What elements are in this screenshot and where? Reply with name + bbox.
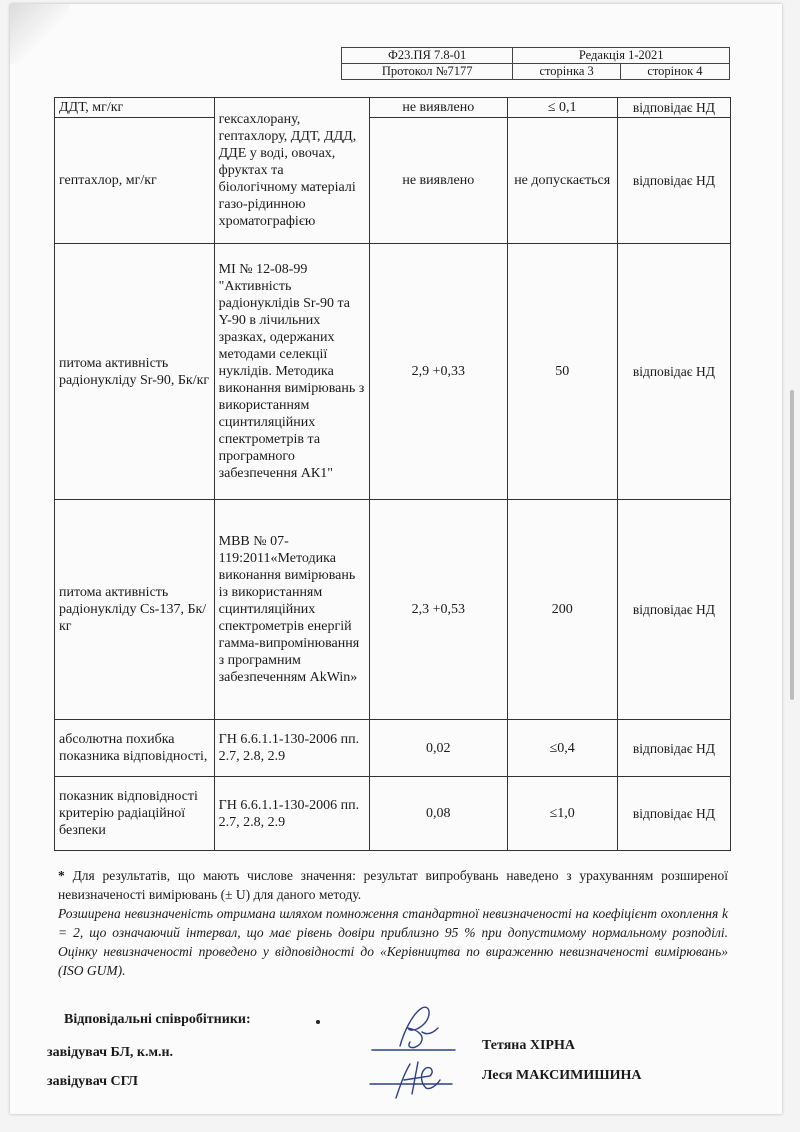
table-row (55, 118, 731, 244)
indicator-cell: показник відповідності критерію радіаційної безпеки (55, 777, 215, 851)
signatory-role-2: завідувач СГЛ (47, 1074, 138, 1089)
note-asterisk: * (58, 868, 65, 883)
conclusion-cell: відповідає НД (617, 720, 730, 777)
result-cell: 0,02 (369, 720, 507, 777)
indicator-cell: гептахлор, мг/кг (55, 118, 215, 244)
table-row (55, 98, 731, 118)
norm-cell: 50 (507, 244, 617, 500)
signatory-name-1: Тетяна ХІРНА (482, 1038, 575, 1053)
table-row (55, 244, 731, 500)
result-cell: 2,9 +0,33 (369, 244, 507, 500)
handwritten-signatures (360, 1002, 470, 1102)
result-cell: не виявлено (369, 98, 507, 118)
table-row (55, 720, 731, 777)
protocol-number: Протокол №7177 (342, 64, 513, 80)
scrollbar[interactable] (790, 390, 794, 700)
page-fold (10, 4, 70, 64)
result-cell: 0,08 (369, 777, 507, 851)
header-box (341, 47, 730, 80)
norm-cell: не допускається (507, 118, 617, 244)
indicator-cell: питома активність радіонукліду Sr-90, Бк/кг (55, 244, 215, 500)
results-table (54, 97, 731, 851)
norm-cell: ≤1,0 (507, 777, 617, 851)
conclusion-cell: відповідає НД (617, 118, 730, 244)
conclusion-cell: відповідає НД (617, 777, 730, 851)
indicator-cell: абсолютна похибка показника відповідності, (55, 720, 215, 777)
result-cell: 2,3 +0,53 (369, 500, 507, 720)
note-uncertainty: Розширена невизначеність отримана шляхом помноження стандартної невизначеності на коефіцієнт охоплення k = 2, що означаючий інтервал, що має рівень довіри приблизно 95 % при допустимому нормальному розподілі. Оцінку невизначеності проведено у відповідності до «Керівництва по вираженню невизначеності вимірювань» (ISO GUM). (58, 906, 728, 978)
method-cell: МВВ № 07-119:2011«Методика виконання вимірювань із використанням сцинтиляційних спектрометрів енергій гамма-випромінювання з програмним забезпеченням AkWin» (214, 500, 369, 720)
norm-cell: ≤ 0,1 (507, 98, 617, 118)
revision: Редакція 1-2021 (513, 48, 730, 64)
ink-dot (316, 1020, 320, 1024)
conclusion-cell: відповідає НД (617, 98, 730, 118)
table-row (55, 777, 731, 851)
indicator-cell: ДДТ, мг/кг (55, 98, 215, 118)
page-total: сторінок 4 (620, 64, 729, 80)
method-cell: ГН 6.6.1.1-130-2006 пп. 2.7, 2.8, 2.9 (214, 720, 369, 777)
indicator-cell: питома активність радіонукліду Cs-137, Бк/кг (55, 500, 215, 720)
notes-block (58, 866, 728, 980)
method-cell: ГН 6.6.1.1-130-2006 пп. 2.7, 2.8, 2.9 (214, 777, 369, 851)
table-row (55, 500, 731, 720)
signatory-role-1: завідувач БЛ, к.м.н. (47, 1045, 174, 1060)
note-numeric-results (58, 866, 728, 904)
note-text-1: Для результатів, що мають числове значення: результат випробувань наведено з урахуванням розширеної невизначеності вимірювань (± U) для даного методу. (58, 868, 729, 902)
conclusion-cell: відповідає НД (617, 500, 730, 720)
norm-cell: 200 (507, 500, 617, 720)
signatory-name-2: Леся МАКСИМИШИНА (482, 1068, 642, 1083)
page-current: сторінка 3 (513, 64, 621, 80)
form-code: Ф23.ПЯ 7.8-01 (342, 48, 513, 64)
conclusion-cell: відповідає НД (617, 244, 730, 500)
norm-cell: ≤0,4 (507, 720, 617, 777)
method-cell: МІ № 12-08-99 "Активність радіонуклідів Sr-90 та Y-90 в лічильних зразках, одержаних методами селекції нуклідів. Методика виконання вимірювань з використанням сцинтиляційних спектрометрів та програмного забезпечення АК1" (214, 244, 369, 500)
result-cell: не виявлено (369, 118, 507, 244)
method-cell: гексахлорану, гептахлору, ДДТ, ДДД, ДДЕ у воді, овочах, фруктах та біологічному матеріалі газо-рідинною хроматографією (214, 98, 369, 244)
signatures-title: Відповідальні співробітники: (64, 1012, 251, 1027)
